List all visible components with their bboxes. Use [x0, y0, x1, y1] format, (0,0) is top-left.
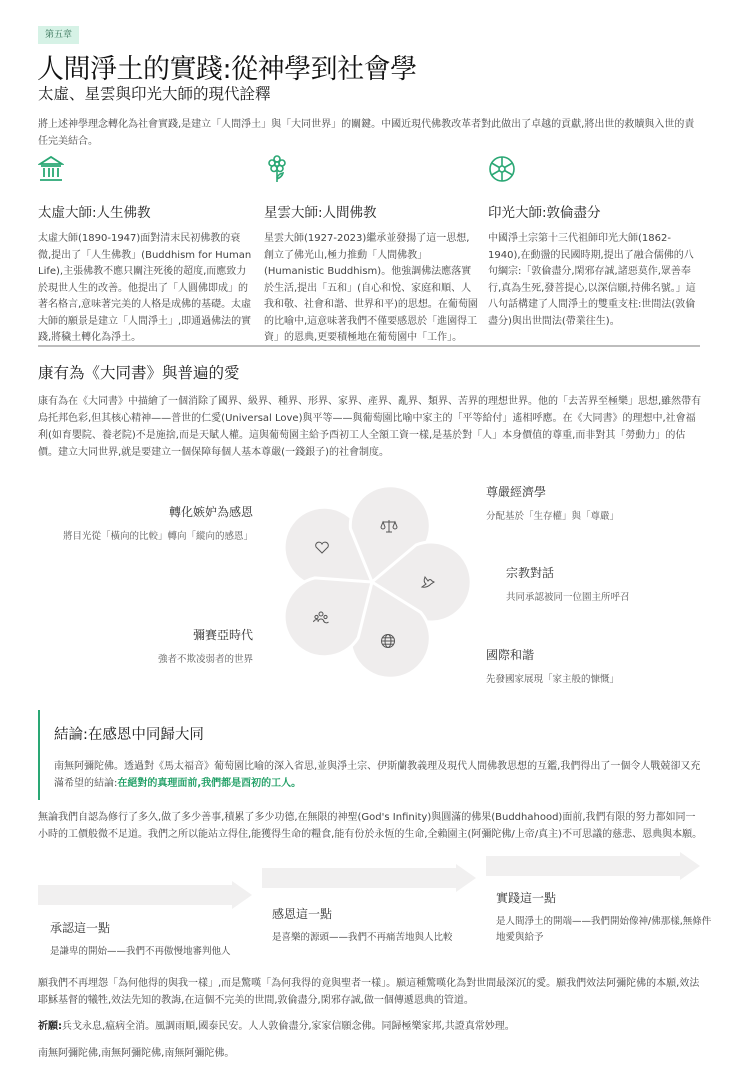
- step-acknowledge: 承認這一點 是謙卑的開始——我們不再傲慢地審判他人: [50, 921, 231, 957]
- namo-paragraph: 南無阿彌陀佛,南無阿彌陀佛,南無阿彌陀佛。: [38, 1048, 235, 1059]
- petal-label-gratitude: 轉化嫉妒為感恩 將目光從「橫向的比較」轉向「縱向的感恩」: [62, 505, 253, 542]
- master-description: 太虛大師(1890-1947)面對清末民初佛教的衰微,提出了「人生佛教」(Buddhism for Human Life),主張佛教不應只關注死後的超度,而應致力於現世人生的改善。他提出了「人圓佛即成」的著名格言,意味著完美的人格是成佛的基礎。太虛大師的願景是建立「人間淨土」,即通過佛法的實踐,將穢土轉化為淨土。: [38, 233, 252, 343]
- master-title: 星雲大師:人間佛教: [264, 205, 377, 221]
- petal-label-dignity-economics: 尊嚴經濟學 分配基於「生存權」與「尊嚴」: [486, 485, 620, 522]
- prayer-paragraph: 祈願:兵戈永息,瘟病全消。風調雨順,國泰民安。人人敦倫盡分,家家信願念佛。同歸極樂家邦,共證真常妙理。: [38, 1021, 515, 1032]
- petal-label-international-harmony: 國際和諧 先發國家展現「家主般的慷慨」: [486, 648, 620, 685]
- petal-label-religious-dialogue: 宗教對話 共同承認被同一位園主所呼召: [506, 566, 630, 603]
- intro-paragraph: 將上述神學理念轉化為社會實踐,是建立「人間淨土」與「大同世界」的關鍵。中國近現代佛教改革者對此做出了卓越的貢獻,將出世的救贖與入世的責任完美結合。: [38, 119, 695, 147]
- master-title: 太虛大師:人生佛教: [38, 205, 151, 221]
- page-title: 人間淨土的實踐:從神學到社會學: [37, 54, 417, 85]
- step-practice: 實踐這一點 是人間淨土的開端——我們開始像神/佛那樣,無條件地愛與給予: [496, 891, 712, 943]
- section-divider: [38, 345, 700, 347]
- step-gratitude: 感恩這一點 是喜樂的源頭——我們不再痛苦地與人比較: [272, 907, 453, 943]
- flower-icon: [264, 155, 290, 183]
- prayer-label: 祈願:: [38, 1021, 62, 1032]
- wish-paragraph: 願我們不再埋怨「為何他得的與我一樣」,而是驚嘆「為何我得的竟與聖者一樣」。願這種驚嘆化為對世間最深沉的愛。願我們效法阿彌陀佛的本願,效法耶穌基督的犧牲,效法先知的教誨,在這個不完美的世間,敦倫盡分,閑邪存誠,做一個傳遞恩典的管道。: [38, 978, 700, 1006]
- master-description: 星雲大師(1927-2023)繼承並發揚了這一思想,創立了佛光山,極力推動「人間佛教」(Humanistic Buddhism)。他強調佛法應落實於生活,提出「五和」(自心和悅、家庭和順、人我和敬、社會和諧、世界和平)的思想。在葡萄園的比喻中,這意味著我們不僅要感恩於「進園得工資」的恩典,更要積極地在葡萄園中「工作」。: [264, 233, 478, 343]
- master-card-taixu: [38, 155, 253, 347]
- dharma-wheel-icon: [488, 155, 514, 183]
- page-subtitle: 太虛、星雲與印光大師的現代詮釋: [38, 85, 271, 103]
- chapter-badge: 第五章: [38, 26, 79, 44]
- conclusion-text: 南無阿彌陀佛。透過對《馬太福音》葡萄園比喻的深入省思,並與淨土宗、伊斯蘭教義理及現代人間佛教思想的互鑑,我們得出了一個令人戰兢卻又充滿希望的結論:在絕對的真理面前,我們都是酉初的工人。: [54, 761, 701, 789]
- master-title: 印光大師:敦倫盡分: [488, 205, 601, 221]
- master-description: 中國淨土宗第十三代祖師印光大師(1862-1940),在動盪的民國時期,提出了融合儒佛的八句綱宗:「敦倫盡分,閑邪存誠,諸惡莫作,眾善奉行,真為生死,發菩提心,以深信願,持佛名號。」這八句話構建了人間淨土的雙重支柱:世間法(敦倫盡分)與出世間法(帶業往生)。: [488, 233, 696, 327]
- conclusion-heading: 結論:在感恩中同歸大同: [54, 727, 204, 743]
- conclusion-highlight: 在絕對的真理面前,我們都是酉初的工人。: [117, 778, 302, 789]
- conclusion-callout: [38, 710, 703, 800]
- five-petal-diagram: [230, 465, 520, 705]
- infinity-paragraph: 無論我們自認為修行了多久,做了多少善事,積累了多少功德,在無限的神聖(God's Infinity)與圓滿的佛果(Buddhahood)面前,我們有限的努力都如同一小時的工價般微不足道。我們之所以能站立得住,能獲得生命的糧食,能有份於永恆的生命,全賴園主(阿彌陀佛/上帝/真主)不可思議的慈悲、恩典與本願。: [38, 812, 703, 840]
- petal-label-messianic-age: 彌賽亞時代 強者不欺凌弱者的世界: [157, 628, 253, 665]
- section-heading-datong: 康有為《大同書》與普遍的愛: [38, 364, 240, 382]
- master-card-xingyun: [264, 155, 479, 347]
- datong-paragraph: 康有為在《大同書》中描繪了一個消除了國界、級界、種界、形界、家界、產界、亂界、類界、苦界的理想世界。他的「去苦界至極樂」思想,雖然帶有烏托邦色彩,但其核心精神——普世的仁愛(Universal Love)與平等——與葡萄園比喻中家主的「平等給付」遙相呼應。在《大同書》的理想中,社會福利(如育嬰院、養老院)不是施捨,而是天賦人權。這與葡萄園主給予酉初工人全額工資一樣,是基於對「人」本身價值的尊重,而非對其「勞動力」的估價。建立大同世界,就是要建立一個保障每個人基本尊嚴(一錢銀子)的社會制度。: [38, 396, 702, 458]
- master-card-yinguang: [488, 155, 703, 330]
- temple-icon: [38, 155, 64, 183]
